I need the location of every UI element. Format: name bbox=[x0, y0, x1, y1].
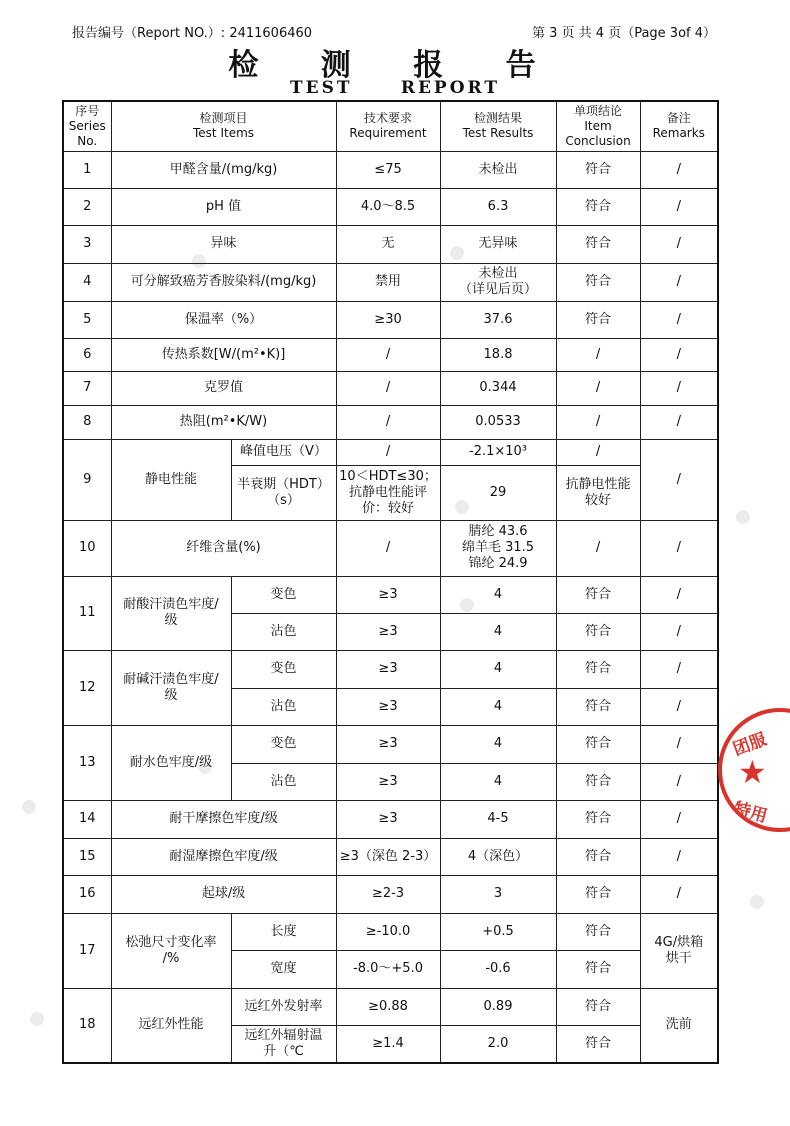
cell-no: 16 bbox=[63, 875, 111, 913]
cell-subitem: 沾色 bbox=[231, 763, 336, 800]
cell-no: 9 bbox=[63, 439, 111, 520]
cell-remark: 洗前 bbox=[640, 988, 718, 1063]
cell-subitem: 沾色 bbox=[231, 688, 336, 725]
company-seal bbox=[718, 708, 790, 832]
watermark-dot bbox=[736, 510, 750, 524]
cell-result: 2.0 bbox=[440, 1025, 556, 1063]
cell-requirement: ≥3（深色 2-3） bbox=[336, 838, 440, 875]
cell-result: 6.3 bbox=[440, 188, 556, 225]
watermark-dot bbox=[30, 1012, 44, 1026]
cell-item: pH 值 bbox=[111, 188, 336, 225]
cell-subitem: 变色 bbox=[231, 725, 336, 763]
cell-no: 5 bbox=[63, 301, 111, 338]
cell-no: 18 bbox=[63, 988, 111, 1063]
table-row bbox=[63, 188, 718, 225]
report-number-label: 报告编号（Report NO.）: bbox=[72, 26, 226, 41]
cell-result: -2.1×10³ bbox=[440, 439, 556, 465]
cell-requirement: / bbox=[336, 405, 440, 439]
cell-conclusion: 符合 bbox=[556, 151, 640, 188]
test-results-table bbox=[62, 100, 719, 1064]
watermark-dot bbox=[750, 895, 764, 909]
cell-item: 静电性能 bbox=[111, 439, 231, 520]
table-row bbox=[63, 725, 718, 763]
cell-item: 松弛尺寸变化率 /% bbox=[111, 913, 231, 988]
cell-requirement: ≥3 bbox=[336, 800, 440, 838]
subtitle-report: REPORT bbox=[400, 78, 500, 98]
cell-conclusion: 符合 bbox=[556, 988, 640, 1025]
cell-conclusion: 符合 bbox=[556, 875, 640, 913]
cell-no: 1 bbox=[63, 151, 111, 188]
cell-remark: / bbox=[640, 613, 718, 650]
cell-item: 耐水色牢度/级 bbox=[111, 725, 231, 800]
cell-result: 无异味 bbox=[440, 225, 556, 263]
cell-subitem: 远红外发射率 bbox=[231, 988, 336, 1025]
cell-conclusion: / bbox=[556, 405, 640, 439]
cell-result: 29 bbox=[440, 465, 556, 520]
cell-remark: / bbox=[640, 875, 718, 913]
cell-result: 37.6 bbox=[440, 301, 556, 338]
cell-requirement: ≥3 bbox=[336, 725, 440, 763]
cell-conclusion: 符合 bbox=[556, 688, 640, 725]
table-row bbox=[63, 800, 718, 838]
col-header-requirement: 技术要求 Requirement bbox=[336, 101, 440, 151]
cell-remark: / bbox=[640, 301, 718, 338]
col-header-item: 检测项目 Test Items bbox=[111, 101, 336, 151]
table-row bbox=[63, 650, 718, 688]
cell-result: -0.6 bbox=[440, 950, 556, 988]
cell-requirement: 无 bbox=[336, 225, 440, 263]
cell-remark: / bbox=[640, 225, 718, 263]
cell-result: 0.89 bbox=[440, 988, 556, 1025]
cell-item: 远红外性能 bbox=[111, 988, 231, 1063]
cell-remark: / bbox=[640, 188, 718, 225]
cell-conclusion: 符合 bbox=[556, 576, 640, 613]
cell-no: 4 bbox=[63, 263, 111, 301]
cell-item: 可分解致癌芳香胺染料/(mg/kg) bbox=[111, 263, 336, 301]
table-header-row bbox=[63, 101, 718, 151]
cell-remark: / bbox=[640, 151, 718, 188]
table-row bbox=[63, 439, 718, 465]
cell-item: 纤维含量(%) bbox=[111, 520, 336, 576]
cell-no: 17 bbox=[63, 913, 111, 988]
cell-no: 6 bbox=[63, 338, 111, 371]
cell-requirement: ≤75 bbox=[336, 151, 440, 188]
cell-item: 克罗值 bbox=[111, 371, 336, 405]
cell-result: 4 bbox=[440, 650, 556, 688]
cell-requirement: ≥0.88 bbox=[336, 988, 440, 1025]
cell-item: 耐湿摩擦色牢度/级 bbox=[111, 838, 336, 875]
cell-requirement: 4.0～8.5 bbox=[336, 188, 440, 225]
cell-item: 保温率（%） bbox=[111, 301, 336, 338]
cell-no: 3 bbox=[63, 225, 111, 263]
cell-remark: / bbox=[640, 800, 718, 838]
table-row bbox=[63, 520, 718, 576]
cell-no: 15 bbox=[63, 838, 111, 875]
cell-subitem: 峰值电压（V） bbox=[231, 439, 336, 465]
cell-result: 4 bbox=[440, 576, 556, 613]
cell-result: 0.344 bbox=[440, 371, 556, 405]
cell-requirement: ≥3 bbox=[336, 650, 440, 688]
cell-subitem: 沾色 bbox=[231, 613, 336, 650]
cell-conclusion: 符合 bbox=[556, 263, 640, 301]
cell-result: +0.5 bbox=[440, 913, 556, 950]
cell-requirement: ≥-10.0 bbox=[336, 913, 440, 950]
cell-requirement: ≥3 bbox=[336, 688, 440, 725]
cell-remark: / bbox=[640, 338, 718, 371]
cell-conclusion: 符合 bbox=[556, 800, 640, 838]
report-number bbox=[72, 22, 312, 41]
cell-remark: / bbox=[640, 439, 718, 520]
cell-requirement: ≥30 bbox=[336, 301, 440, 338]
cell-requirement: 10＜HDT≤30； 抗静电性能评 价：较好 bbox=[336, 465, 440, 520]
cell-requirement: / bbox=[336, 520, 440, 576]
table-row bbox=[63, 838, 718, 875]
cell-remark: 4G/烘箱 烘干 bbox=[640, 913, 718, 988]
cell-requirement: -8.0～+5.0 bbox=[336, 950, 440, 988]
cell-remark: / bbox=[640, 520, 718, 576]
seal-star-icon: ★ bbox=[738, 753, 767, 791]
cell-subitem: 变色 bbox=[231, 650, 336, 688]
cell-result: 未检出 （详见后页） bbox=[440, 263, 556, 301]
col-header-remarks: 备注 Remarks bbox=[640, 101, 718, 151]
cell-result: 3 bbox=[440, 875, 556, 913]
cell-remark: / bbox=[640, 688, 718, 725]
cell-subitem: 远红外辐射温 升（℃ bbox=[231, 1025, 336, 1063]
page-info: 第 3 页 共 4 页（Page 3of 4） bbox=[531, 26, 716, 41]
cell-result: 腈纶 43.6 绵羊毛 31.5 锦纶 24.9 bbox=[440, 520, 556, 576]
col-header-result: 检测结果 Test Results bbox=[440, 101, 556, 151]
cell-result: 4 bbox=[440, 725, 556, 763]
cell-result: 18.8 bbox=[440, 338, 556, 371]
cell-requirement: ≥2-3 bbox=[336, 875, 440, 913]
cell-remark: / bbox=[640, 650, 718, 688]
cell-conclusion: 符合 bbox=[556, 650, 640, 688]
cell-no: 8 bbox=[63, 405, 111, 439]
subtitle-test: TEST bbox=[290, 78, 353, 98]
table-row bbox=[63, 576, 718, 613]
cell-conclusion: / bbox=[556, 439, 640, 465]
cell-conclusion: 符合 bbox=[556, 913, 640, 950]
cell-result: 4-5 bbox=[440, 800, 556, 838]
cell-requirement: / bbox=[336, 371, 440, 405]
cell-result: 4 bbox=[440, 688, 556, 725]
table-row bbox=[63, 263, 718, 301]
cell-result: 0.0533 bbox=[440, 405, 556, 439]
cell-item: 异味 bbox=[111, 225, 336, 263]
cell-conclusion: 抗静电性能 较好 bbox=[556, 465, 640, 520]
cell-requirement: / bbox=[336, 338, 440, 371]
cell-subitem: 半衰期（HDT） （s） bbox=[231, 465, 336, 520]
cell-subitem: 变色 bbox=[231, 576, 336, 613]
report-number-value: 2411606460 bbox=[229, 26, 313, 41]
report-subtitle bbox=[290, 78, 500, 98]
seal-text-top: 团服 bbox=[730, 729, 770, 761]
cell-conclusion: 符合 bbox=[556, 838, 640, 875]
cell-remark: / bbox=[640, 405, 718, 439]
cell-conclusion: 符合 bbox=[556, 763, 640, 800]
cell-requirement: ≥3 bbox=[336, 576, 440, 613]
cell-conclusion: 符合 bbox=[556, 188, 640, 225]
cell-remark: / bbox=[640, 763, 718, 800]
table-row bbox=[63, 875, 718, 913]
cell-item: 热阻(m²•K/W) bbox=[111, 405, 336, 439]
table-row bbox=[63, 225, 718, 263]
table-row bbox=[63, 405, 718, 439]
cell-item: 起球/级 bbox=[111, 875, 336, 913]
col-header-no: 序号 Series No. bbox=[63, 101, 111, 151]
cell-requirement: 禁用 bbox=[336, 263, 440, 301]
cell-conclusion: / bbox=[556, 520, 640, 576]
cell-item: 耐碱汗渍色牢度/ 级 bbox=[111, 650, 231, 725]
cell-item: 甲醛含量/(mg/kg) bbox=[111, 151, 336, 188]
cell-item: 传热系数[W/(m²•K)] bbox=[111, 338, 336, 371]
cell-conclusion: / bbox=[556, 338, 640, 371]
table-row bbox=[63, 371, 718, 405]
cell-remark: / bbox=[640, 725, 718, 763]
cell-remark: / bbox=[640, 576, 718, 613]
cell-requirement: ≥1.4 bbox=[336, 1025, 440, 1063]
cell-requirement: / bbox=[336, 439, 440, 465]
cell-remark: / bbox=[640, 263, 718, 301]
cell-conclusion: 符合 bbox=[556, 613, 640, 650]
cell-result: 未检出 bbox=[440, 151, 556, 188]
cell-item: 耐酸汗渍色牢度/ 级 bbox=[111, 576, 231, 650]
cell-result: 4 bbox=[440, 613, 556, 650]
table-row bbox=[63, 151, 718, 188]
cell-remark: / bbox=[640, 371, 718, 405]
col-header-conclusion: 单项结论 Item Conclusion bbox=[556, 101, 640, 151]
cell-no: 14 bbox=[63, 800, 111, 838]
table-row bbox=[63, 338, 718, 371]
table-row bbox=[63, 913, 718, 950]
cell-no: 13 bbox=[63, 725, 111, 800]
cell-requirement: ≥3 bbox=[336, 763, 440, 800]
cell-subitem: 长度 bbox=[231, 913, 336, 950]
cell-conclusion: 符合 bbox=[556, 225, 640, 263]
table-row bbox=[63, 301, 718, 338]
report-title: 检 测 报 告 bbox=[228, 48, 562, 83]
cell-remark: / bbox=[640, 838, 718, 875]
cell-no: 2 bbox=[63, 188, 111, 225]
table-row bbox=[63, 988, 718, 1025]
cell-result: 4（深色） bbox=[440, 838, 556, 875]
watermark-dot bbox=[22, 800, 36, 814]
cell-no: 12 bbox=[63, 650, 111, 725]
cell-item: 耐干摩擦色牢度/级 bbox=[111, 800, 336, 838]
cell-conclusion: 符合 bbox=[556, 301, 640, 338]
cell-no: 7 bbox=[63, 371, 111, 405]
cell-subitem: 宽度 bbox=[231, 950, 336, 988]
cell-conclusion: / bbox=[556, 371, 640, 405]
seal-text-bottom: 特用 bbox=[731, 798, 770, 827]
cell-conclusion: 符合 bbox=[556, 1025, 640, 1063]
cell-no: 11 bbox=[63, 576, 111, 650]
cell-result: 4 bbox=[440, 763, 556, 800]
cell-conclusion: 符合 bbox=[556, 725, 640, 763]
cell-no: 10 bbox=[63, 520, 111, 576]
cell-conclusion: 符合 bbox=[556, 950, 640, 988]
cell-requirement: ≥3 bbox=[336, 613, 440, 650]
